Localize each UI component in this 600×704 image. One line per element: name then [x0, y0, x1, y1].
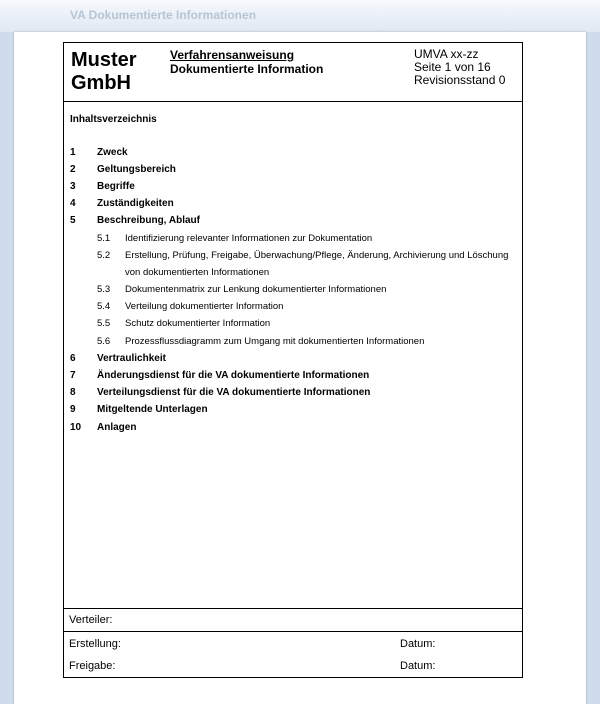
toc-item-text: Verteilungsdienst für die VA dokumentierte Informationen	[97, 387, 371, 398]
toc-item-number: 5.6	[97, 336, 111, 347]
toc-item-text: Geltungsbereich	[97, 164, 176, 175]
toc-item-text: Prozessflussdiagramm zum Umgang mit dokumentierten Informationen	[125, 336, 425, 347]
freigabe-label: Freigabe:	[69, 660, 116, 672]
toc-item-number: 6	[70, 353, 76, 364]
title-bar	[0, 0, 600, 32]
document-type: Verfahrensanweisung	[170, 48, 295, 62]
revision: Revisionsstand 0	[414, 73, 506, 87]
document-header	[63, 42, 523, 101]
toc-item-text: Mitgeltende Unterlagen	[97, 404, 208, 415]
toc-item-number: 1	[70, 147, 76, 158]
toc-item-number: 5	[70, 215, 76, 226]
company-name-line2: GmbH	[71, 72, 131, 94]
company-name	[71, 49, 137, 95]
company-name-line1: Muster	[71, 49, 137, 71]
toc-item-number: 5.3	[97, 284, 111, 295]
toc-item-text: Zuständigkeiten	[97, 198, 174, 209]
footer-divider	[64, 631, 522, 632]
freigabe-datum-label: Datum:	[400, 660, 436, 672]
toc-item-text: Zweck	[97, 147, 128, 158]
erstellung-label: Erstellung:	[69, 638, 121, 650]
toc-item-text: Anlagen	[97, 422, 137, 433]
toc-item-number: 5.1	[97, 233, 111, 244]
toc-item-number: 5.5	[97, 318, 111, 329]
toc-item-number: 3	[70, 181, 76, 192]
toc-item-text: Beschreibung, Ablauf	[97, 215, 200, 226]
toc-item-number: 10	[70, 422, 82, 433]
erstellung-datum-label: Datum:	[400, 638, 436, 650]
toc-item-number: 7	[70, 370, 76, 381]
page-info: Seite 1 von 16	[414, 60, 491, 74]
toc-item-number: 2	[70, 164, 76, 175]
toc-item-text: Schutz dokumentierter Information	[125, 318, 271, 329]
toc-item-text: Dokumentenmatrix zur Lenkung dokumentierter Informationen	[125, 284, 387, 295]
toc-title: Inhaltsverzeichnis	[70, 114, 157, 125]
document-id: UMVA xx-zz	[414, 47, 479, 61]
toc-item-text: Identifizierung relevanter Informationen zur Dokumentation	[125, 233, 373, 244]
toc-item-text: Begriffe	[97, 181, 135, 192]
verteiler-label: Verteiler:	[69, 614, 113, 626]
window-title: VA Dokumentierte Informationen	[70, 8, 257, 22]
right-margin	[586, 32, 600, 704]
toc-item-number: 9	[70, 404, 76, 415]
document-meta	[414, 48, 505, 87]
document-subject: Dokumentierte Information	[170, 62, 324, 76]
toc-item-number: 5.4	[97, 301, 111, 312]
toc-item-text: Vertraulichkeit	[97, 353, 166, 364]
toc-item-number: 4	[70, 198, 76, 209]
document-body	[63, 101, 523, 609]
toc-item-text: von dokumentierten Informationen	[125, 267, 270, 278]
toc-item-text: Verteilung dokumentierter Information	[125, 301, 284, 312]
toc-item-number: 5.2	[97, 250, 111, 261]
left-margin	[0, 32, 14, 704]
toc-item-number: 8	[70, 387, 76, 398]
toc-item-text: Änderungsdienst für die VA dokumentierte Informationen	[97, 370, 370, 381]
toc-item-text: Erstellung, Prüfung, Freigabe, Überwachung/Pflege, Änderung, Archivierung und Löschung	[125, 250, 509, 261]
document-footer	[63, 608, 523, 678]
